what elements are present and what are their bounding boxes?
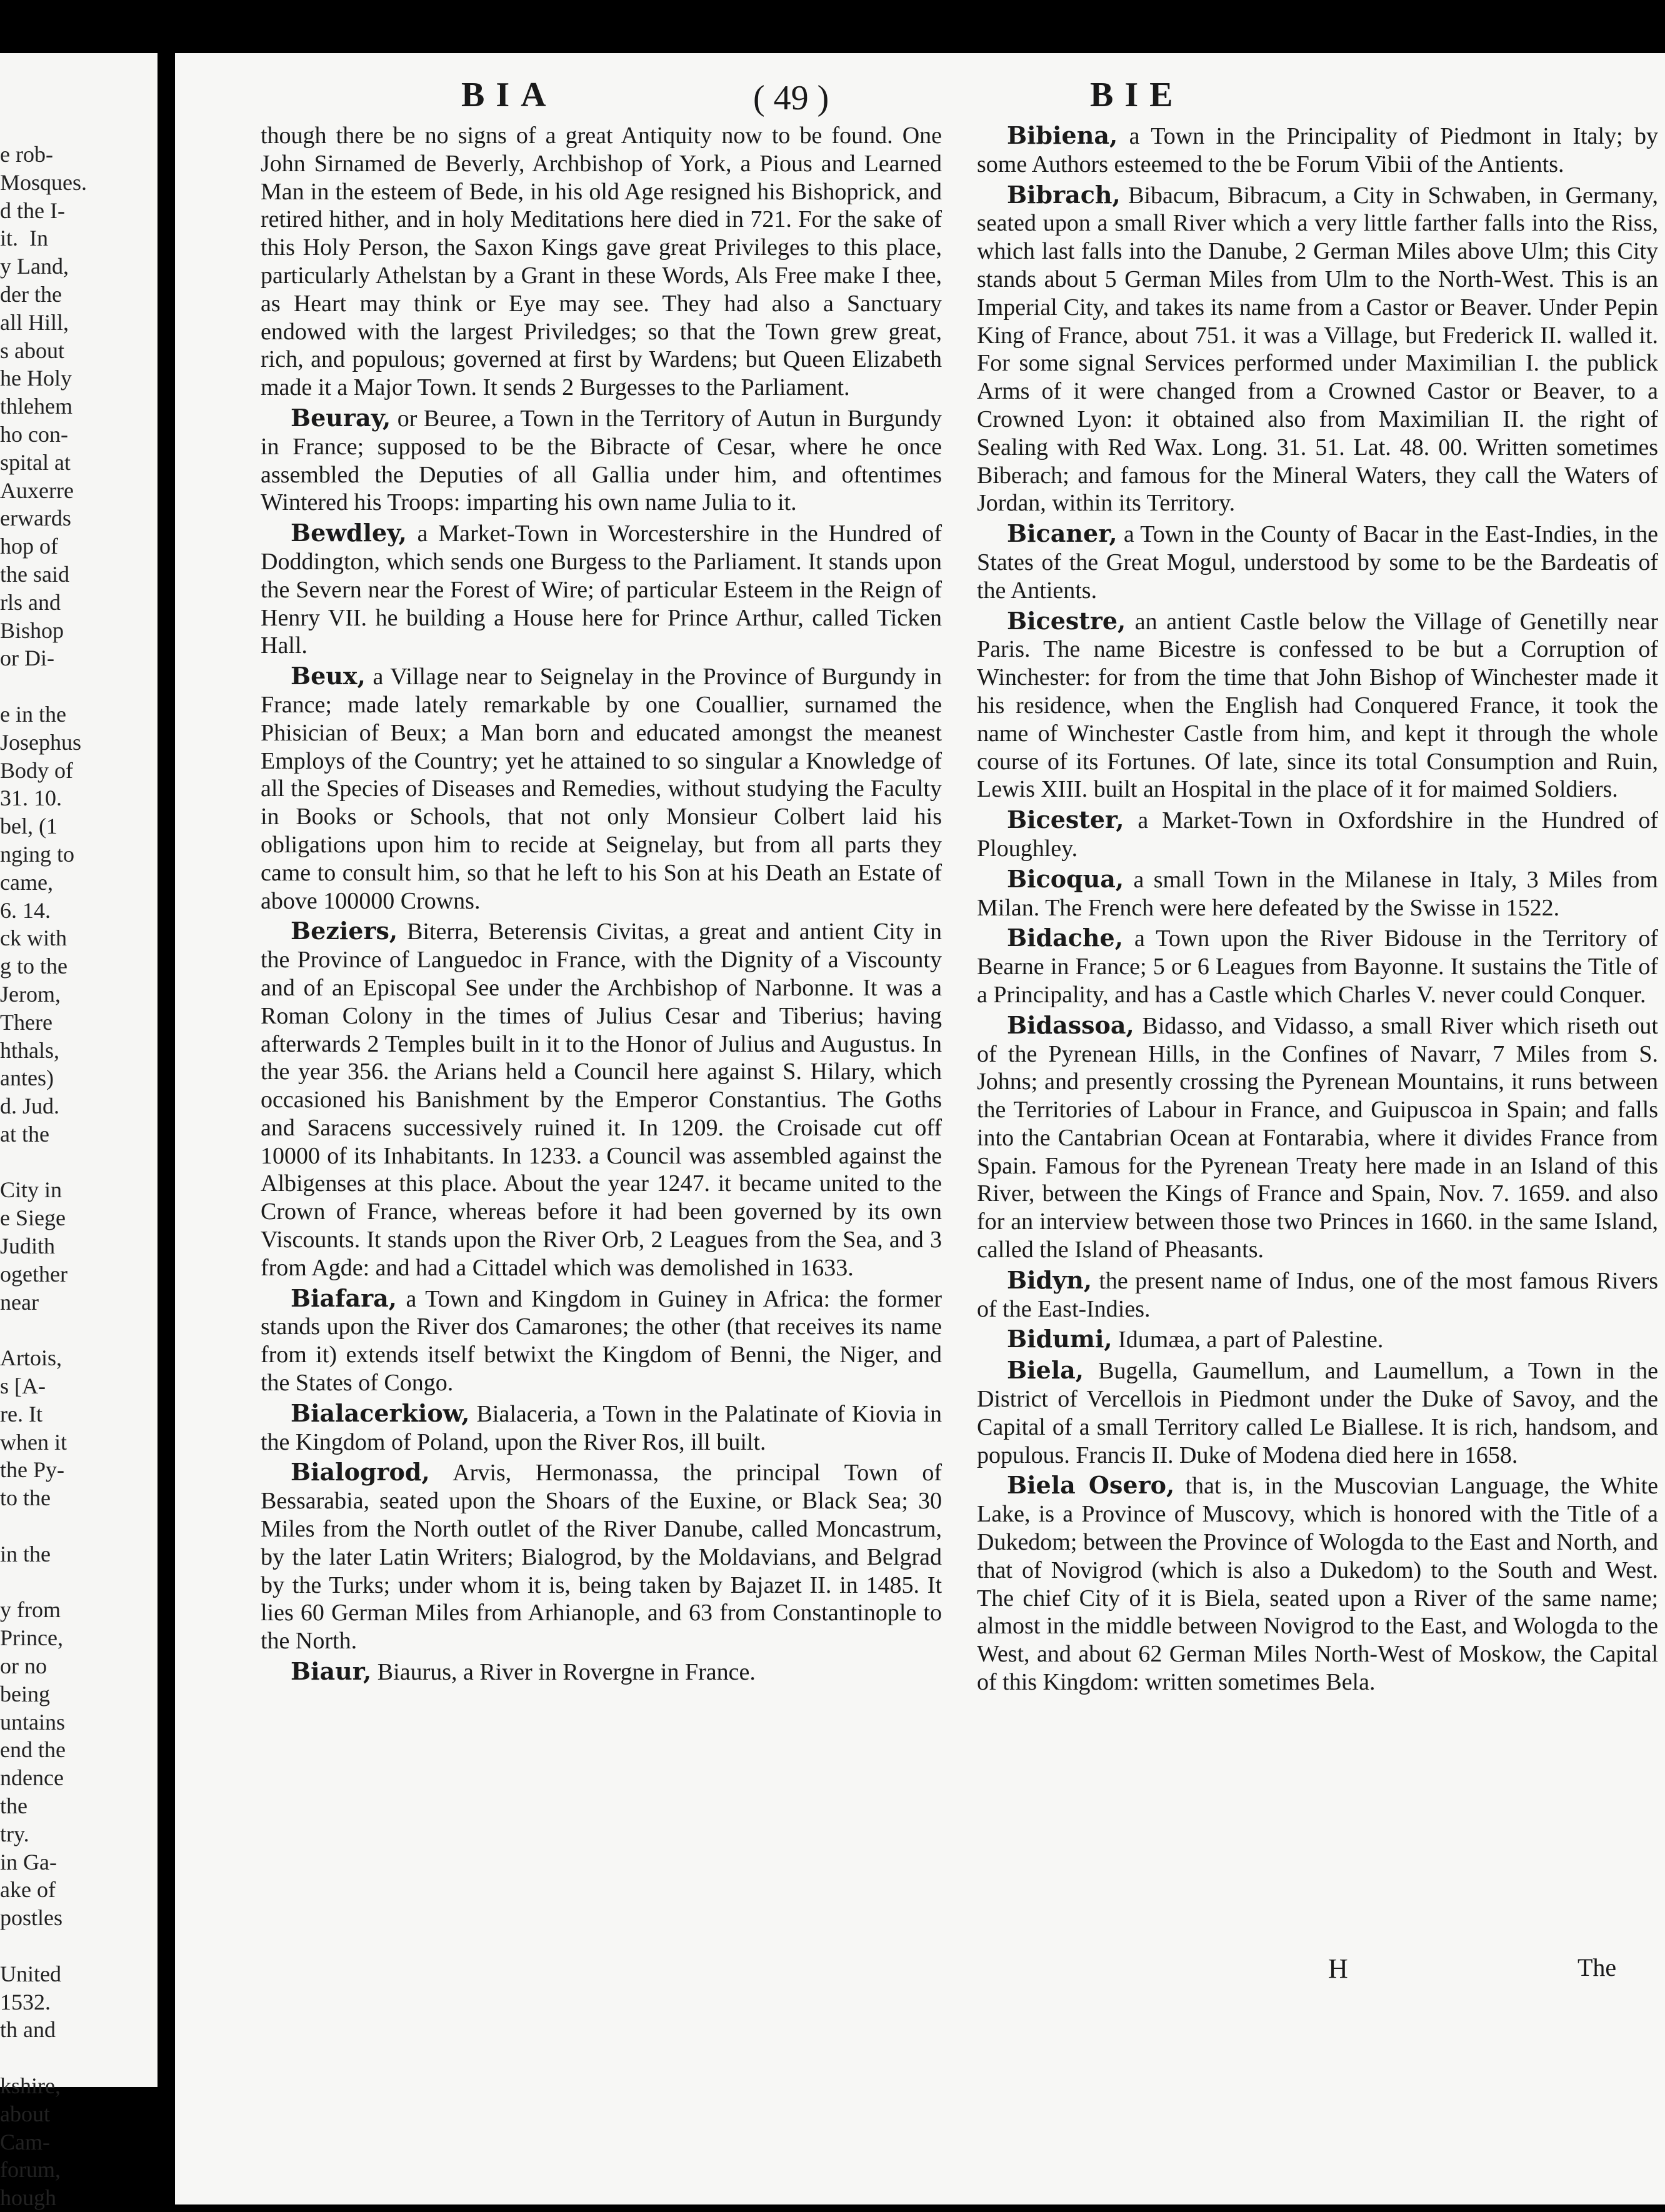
dictionary-entry — [977, 520, 1658, 604]
column-left — [261, 122, 942, 1689]
dictionary-entry — [977, 122, 1658, 179]
entry-text: a Village near to Seignelay in the Province of Burgundy in France; made lately remarkable by one Couallier, surnamed the Phisician of Beux; a Man born and educated amongst the meanest Employs of the Country; yet he attained to so singular a Knowledge of all the Species of Diseases and Remedies, without studying the Faculty in Books or Schools, that not only Monsieur Colbert laid his obligations upon him to recide at Seignelay, but from all parts they came to consult him, so that he left to his Son at his Death an Estate of above 100000 Crowns. — [261, 664, 942, 914]
dictionary-entry — [977, 181, 1658, 518]
dictionary-entry — [261, 917, 942, 1282]
left-page-text: e rob- Mosques. d the I- it. In y Land, der the all Hill, s about he Holy thlehem ho con- spital at Auxerre erwards hop of the said rls and Bishop or Di- e in the Josephus Body of 31. 10. bel, (1 nging to came, 6. 14. ck with g to the Jerom, There hthals, antes) d. Jud. at the City in e Siege Judith ogether near Artois, s [A- re. It when it the Py- to the in the y from Prince, or no being untains end the ndence the try. in Ga- ake of postles United 1532. th and kshire, about Cam- forum, hough — [0, 142, 88, 2211]
left-page-fragment — [0, 53, 158, 2211]
entry-headword: Beux, — [291, 662, 366, 690]
entry-text: Biterra, Beterensis Civitas, a great and antient City in the Province of Languedoc in France, with the Dignity of a Viscounty and of an Episcopal See under the Archbishop of Narbonne. It was a Roman Colony in the times of Julius Cesar and Tiberius; having afterwards 2 Temples built in it to the Honor of Julius and Augustus. In the year 356. the Arians held a Council here against S. Hilary, which occasioned his Banishment by the Emperor Constantius. The Goths and Saracens successively ruined it. In 1209. the Croisade cut off 10000 of its Inhabitants. In 1233. a Council was assembled against the Albigenses at this place. About the year 1247. it became united to the Crown of France, whereas before it had been governed by its own Viscounts. It stands upon the River Orb, 2 Leagues from the Sea, and 3 from Agde: and had a Cittadel which was demolished in 1633. — [261, 919, 942, 1281]
entry-headword: Bialogrod, — [291, 1458, 430, 1487]
entry-text: the present name of Indus, one of the most famous Rivers of the East-Indies. — [977, 1267, 1658, 1322]
entry-text: a Market-Town in Oxfordshire in the Hundred of Ploughley. — [977, 807, 1658, 862]
entry-text: a Market-Town in Worcestershire in the Hundred of Doddington, which sends one Burgess to the Parliament. It stands upon the Severn near the Forest of Wire; of particular Esteem in the Reign of Henry VII. he building a House here for Prince Arthur, called Ticken Hall. — [261, 521, 942, 659]
entry-headword: Bibiena, — [1007, 121, 1118, 149]
page — [175, 53, 1665, 2205]
entry-text: an antient Castle below the Village of Genetilly near Paris. The name Bicestre is confessed to be but a Corruption of Winchester: for from the time that John Bishop of Winchester made it his residence, when the English had Conquered France, it took the name of Winchester Castle from him, and kept it through the whole course of its Fortunes. Of late, since its total Consumption and Ruin, Lewis XIII. built an Hospital in the place of it for maimed Soldiers. — [977, 608, 1658, 803]
dictionary-entry — [977, 1267, 1658, 1323]
entry-headword: Bialacerkiow, — [291, 1398, 470, 1427]
entry-text: a small Town in the Milanese in Italy, 3 Miles from Milan. The French were here defeated by the Swisse in 1522. — [977, 866, 1658, 921]
dictionary-entry — [977, 865, 1658, 922]
entry-headword: Bidyn, — [1007, 1265, 1092, 1294]
entry-text: though there be no signs of a great Antiquity now to be found. One John Sirnamed de Beverly, Archbishop of York, a Pious and Learned Man in the esteem of Bede, in his old Age resigned his Bishoprick, and retired hither, and in holy Meditations here died in 721. For the sake of this Holy Person, the Saxon Kings gave great Privileges to this place, particularly Athelstan by a Grant in these Words, Als Free make I thee, as Heart may think or Eye may see. They had also a Sanctuary endowed with the largest Priviledges; so that the Town grew great, rich, and populous; governed at first by Wardens; but Queen Elizabeth made it a Major Town. It sends 2 Burgesses to the Parliament. — [261, 122, 942, 401]
dictionary-entry — [261, 1285, 942, 1397]
dictionary-entry — [261, 662, 942, 915]
entry-headword: Biafara, — [291, 1283, 398, 1312]
column-right — [977, 122, 1658, 1699]
dictionary-entry — [977, 607, 1658, 804]
entry-text: Biaurus, a River in Rovergne in France. — [371, 1659, 756, 1686]
dictionary-entry — [977, 1325, 1658, 1354]
catchword: The — [1578, 1953, 1617, 1981]
entry-headword: Bicester, — [1007, 805, 1124, 834]
entry-headword: Bidassoa, — [1007, 1010, 1134, 1039]
entry-headword: Beziers, — [291, 917, 398, 945]
dictionary-entry — [261, 1458, 942, 1655]
entry-text: a Town upon the River Bidouse in the Territory of Bearne in France; 5 or 6 Leagues from Bayonne. It sustains the Title of a Principality, and has a Castle which Charles V. never could Conquer. — [977, 925, 1658, 1008]
entry-text: Arvis, Hermonassa, the principal Town of Bessarabia, seated upon the Shoars of the Euxine, or Black Sea; 30 Miles from the North outlet of the River Danube, called Moncastrum, by the later Latin Writers; Bialogrod, by the Moldavians, and Belgrad by the Turks; under whom it is, being taken by Bajazet II. in 1485. It lies 60 German Miles from Arhianople, and 63 from Constantinople to the North. — [261, 1460, 942, 1655]
entry-text: Bugella, Gaumellum, and Laumellum, a Town in the District of Vercellois in Piedmont under the Duke of Savoy, and the Capital of a small Territory called Le Biallese. It is rich, handsom, and populous. Francis II. Duke of Modena died here in 1658. — [977, 1358, 1658, 1468]
signature-mark: H — [1328, 1953, 1348, 1984]
entry-text: a Town and Kingdom in Guiney in Africa: the former stands upon the River dos Camarones; the other (that receives its name from it) extends itself betwixt the Kingdom of Benni, the Niger, and the States of Congo. — [261, 1285, 942, 1397]
dictionary-entry — [977, 924, 1658, 1009]
dictionary-entry — [261, 404, 942, 517]
entry-headword: Bidache, — [1007, 924, 1123, 952]
entry-headword: Bicoqua, — [1007, 864, 1124, 893]
header-left-guideword: BIA — [461, 76, 558, 114]
entry-text: or Beuree, a Town in the Territory of Autun in Burgundy in France; supposed to be the Bibracte of Cesar, where he once assembled the Deputies of all Gallia under him, and oftentimes Wintered his Troops: imparting his own name Julia to it. — [261, 405, 942, 516]
header-right-guideword: BIE — [1090, 76, 1184, 114]
dictionary-entry — [261, 122, 942, 402]
dictionary-entry — [261, 1400, 942, 1457]
entry-headword: Bewdley, — [291, 519, 407, 547]
entry-headword: Biela Osero, — [1007, 1471, 1175, 1500]
entry-headword: Bicaner, — [1007, 519, 1118, 548]
entry-text: a Town in the Principality of Piedmont in Italy; by some Authors esteemed to the be Forum Vibii of the Antients. — [977, 123, 1658, 177]
entry-headword: Bibrach, — [1007, 180, 1121, 209]
entry-headword: Biela, — [1007, 1356, 1084, 1385]
entry-text: a Town in the County of Bacar in the East-Indies, in the States of the Great Mogul, understood by some to be the Bardeatis of the Antients. — [977, 521, 1658, 604]
dictionary-entry — [977, 1472, 1658, 1696]
dictionary-entry — [261, 519, 942, 660]
entry-headword: Beuray, — [291, 403, 391, 432]
entry-text: that is, in the Muscovian Language, the White Lake, is a Province of Muscovy, which is honored with the Title of a Dukedom; between the Province of Wologda to the East and North, and that of Novigrod (which is also a Dukedom) to the South and West. The chief City of it is Biela, seated upon a River of the same name; almost in the middle between Novigrod to the East, and Wologda to the West, and about 62 German Miles North-West of Moskow, the Capital of this Kingdom: written sometimes Bela. — [977, 1473, 1658, 1696]
entry-text: Idumæa, a part of Palestine. — [1112, 1327, 1384, 1353]
page-number: ( 49 ) — [753, 79, 829, 117]
dictionary-entry — [977, 1012, 1658, 1264]
entry-headword: Bidumi, — [1007, 1325, 1112, 1353]
entry-headword: Bicestre, — [1007, 606, 1126, 635]
entry-text: Bialaceria, a Town in the Palatinate of Kiovia in the Kingdom of Poland, upon the River Ros, ill built. — [261, 1400, 942, 1455]
dictionary-entry — [977, 806, 1658, 863]
dictionary-entry — [261, 1658, 942, 1686]
entry-text: Bibacum, Bibracum, a City in Schwaben, in Germany, seated upon a small River which a very little farther falls into the Riss, which last falls into the Danube, 2 German Miles above Ulm; this City stands about 5 German Miles from Ulm to the North-West. This is an Imperial City, and takes its name from a Castor or Beaver. Under Pepin King of France, about 751. it was a Village, but Frederick II. walled it. For some signal Services performed under Maximilian I. the publick Arms of it were changed from a Crowned Castor or Beaver, to a Crowned Lyon: it obtained also from Maximilian II. the right of Sealing with Red Wax. Long. 31. 51. Lat. 48. 00. Written sometimes Biberach; and famous for the Mineral Waters, they call the Waters of Jordan, within its Territory. — [977, 182, 1658, 517]
entry-headword: Biaur, — [291, 1657, 372, 1686]
entry-text: Bidasso, and Vidasso, a small River which riseth out of the Pyrenean Hills, in the Confines of Navarr, 7 Miles from S. Johns; and presently crossing the Pyrenean Mountains, it runs between the Territories of Labour in France, and Guipuscoa in Spain; and falls into the Cantabrian Ocean at Fontarabia, where it divides France from Spain. Famous for the Pyrenean Treaty here made in an Island of this River, between the Kings of France and Spain, Nov. 7. 1659. and also for an interview between those two Princes in 1660. in the same Island, called the Island of Pheasants. — [977, 1012, 1658, 1263]
dictionary-entry — [977, 1357, 1658, 1469]
